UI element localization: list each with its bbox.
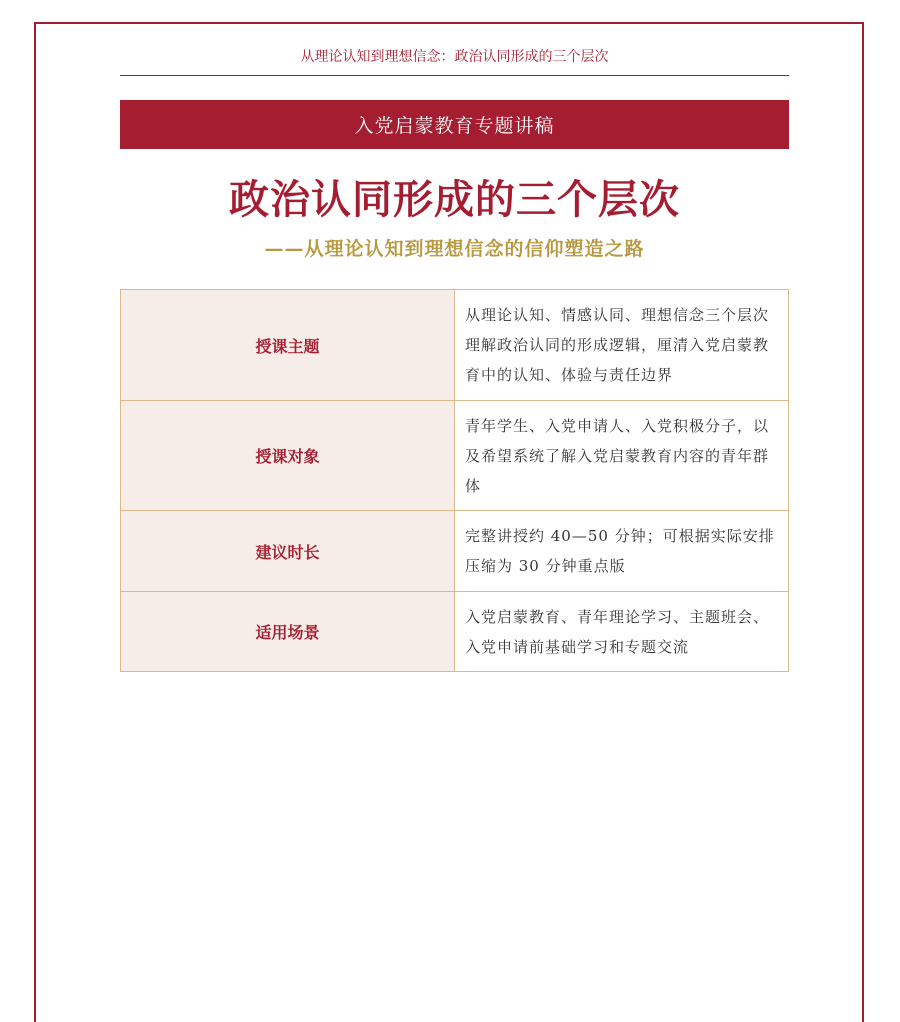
row-label-audience: 授课对象 bbox=[121, 401, 455, 511]
row-value-scenarios: 入党启蒙教育、青年理论学习、主题班会、入党申请前基础学习和专题交流 bbox=[455, 592, 789, 672]
row-label-scenarios: 适用场景 bbox=[121, 592, 455, 672]
topic-banner bbox=[120, 100, 789, 149]
banner-text: 入党启蒙教育专题讲稿 bbox=[354, 115, 555, 137]
row-value-audience: 青年学生、入党申请人、入党积极分子，以及希望系统了解入党启蒙教育内容的青年群体 bbox=[455, 401, 789, 511]
table-row bbox=[121, 511, 789, 592]
running-header: 从理论认知到理想信念：政治认同形成的三个层次 bbox=[300, 49, 609, 65]
row-value-duration: 完整讲授约 40—50 分钟；可根据实际安排压缩为 30 分钟重点版 bbox=[455, 511, 789, 592]
row-label-duration: 建议时长 bbox=[121, 511, 455, 592]
table-row bbox=[121, 592, 789, 672]
course-info-table bbox=[120, 289, 789, 672]
page-subtitle: ——从理论认知到理想信念的信仰塑造之路 bbox=[264, 238, 645, 260]
row-label-topic: 授课主题 bbox=[121, 290, 455, 401]
header-divider bbox=[120, 75, 789, 76]
page-title: 政治认同形成的三个层次 bbox=[229, 176, 680, 223]
table-row bbox=[121, 401, 789, 511]
table-row bbox=[121, 290, 789, 401]
row-value-topic: 从理论认知、情感认同、理想信念三个层次理解政治认同的形成逻辑，厘清入党启蒙教育中的认知、体验与责任边界 bbox=[455, 290, 789, 401]
